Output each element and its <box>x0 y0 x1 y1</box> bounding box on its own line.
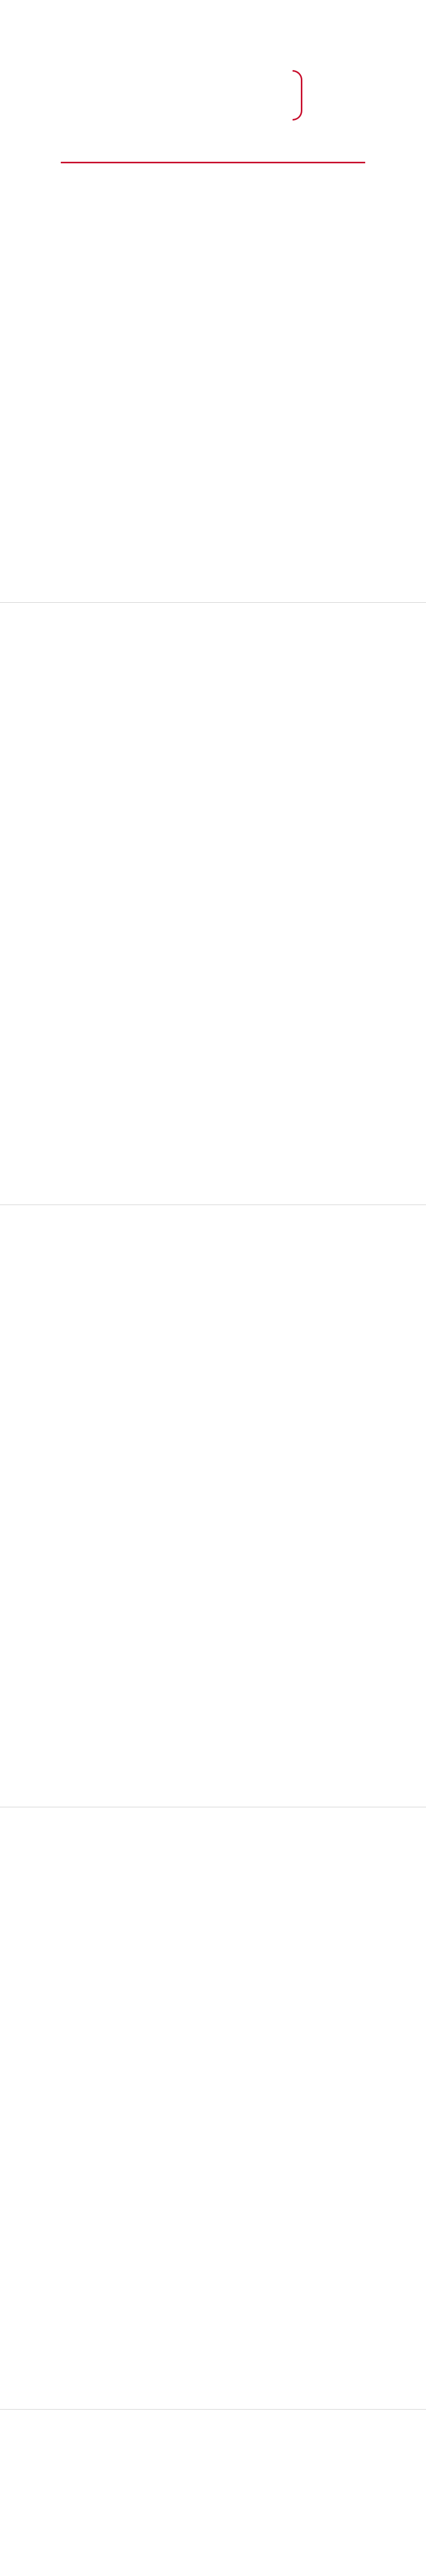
document-title <box>72 182 354 229</box>
page-number <box>161 567 264 580</box>
document-number <box>129 139 297 154</box>
letterhead-suffix <box>307 78 369 107</box>
page-3 <box>0 1205 426 1807</box>
letterhead <box>61 61 370 128</box>
page-2 <box>0 602 426 1205</box>
page-number <box>161 1170 264 1183</box>
issuing-org-1 <box>61 64 287 91</box>
page-4 <box>0 1807 426 2409</box>
page-2-body <box>61 664 365 666</box>
page-number <box>161 2374 264 2387</box>
page-5 <box>0 2409 426 2576</box>
red-divider <box>61 162 365 163</box>
page-5-body <box>61 2470 365 2472</box>
page-1-body <box>61 242 365 244</box>
page-number <box>161 1772 264 1785</box>
page-4-body <box>61 1868 365 1870</box>
page-1 <box>0 0 426 602</box>
page-3-body <box>61 1266 365 1268</box>
letterhead-brace <box>293 70 302 121</box>
issuing-org-2 <box>61 95 287 122</box>
